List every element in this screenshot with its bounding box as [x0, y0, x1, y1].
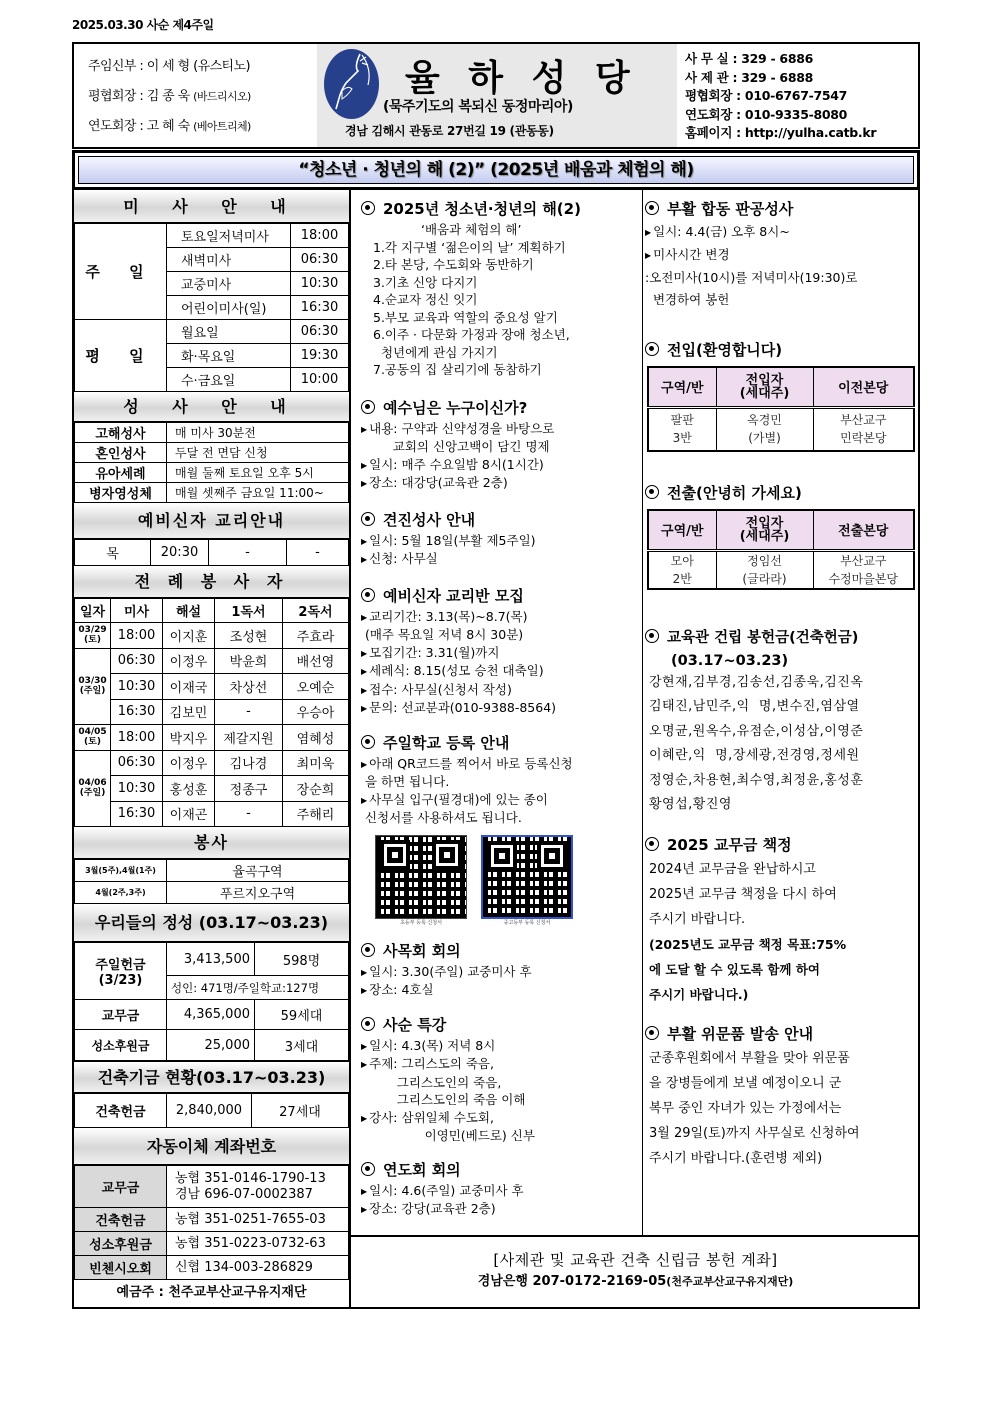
- arrow-icon: ▶: [361, 759, 368, 769]
- bullet-icon: [645, 485, 659, 499]
- arrow-icon: ▶: [361, 986, 368, 995]
- bullet-icon: [361, 201, 375, 215]
- bullet-icon: [361, 400, 375, 414]
- qr-elementary[interactable]: 초등부 등록 신청서: [375, 835, 467, 926]
- section-heading: 예비신자 교리반 모집: [361, 585, 642, 606]
- move-in-table: 구역/반 전입자 (세대주) 이전본당 팔판 3반 옥경민 (가별) 부산교구 민락본당: [647, 366, 915, 452]
- service-table: 3월(5주),4월(1주) 율곡구역 4월(2주,3주) 푸르지오구역: [74, 859, 349, 904]
- table-row: 모아 2반 정임선 (글라라) 부산교구 수정마을본당: [648, 550, 914, 589]
- building-fund-heading: 건축기금 현황(03.17~03.23): [74, 1061, 349, 1093]
- clergy-list: [74, 44, 317, 147]
- section-heading: 연도회 회의: [361, 1159, 642, 1180]
- homepage-link[interactable]: http://yulha.catb.kr: [744, 125, 877, 140]
- table-row: 16:30 이재곤 - 주해리: [75, 801, 349, 827]
- table-row: 10:30 이재국 차상선 오예순: [75, 674, 349, 700]
- section-heading: 2025년 청소년·청년의 해(2): [361, 198, 642, 219]
- table-row: 04/05 (토) 18:00 박지우 제갈지원 염혜성: [75, 725, 349, 751]
- section-heading: 견진성사 안내: [361, 509, 642, 530]
- qr-codes: [375, 835, 642, 926]
- offering-heading: 우리들의 정성 (03.17~03.23): [74, 904, 349, 942]
- arrow-icon: ▶: [361, 1041, 368, 1051]
- pastor-line: 주임신부 : 이 세 형 (유스티노): [88, 59, 250, 74]
- arrow-icon: ▶: [361, 555, 368, 564]
- arrow-icon: ▶: [361, 704, 368, 713]
- arrow-icon: ▶: [361, 424, 368, 434]
- sunday-label: 주 일: [75, 224, 167, 320]
- church-logo-icon: [324, 49, 379, 119]
- contact-yeondo: 연도회장 : 010-9335-8080: [685, 106, 848, 122]
- mass-schedule-heading: 미 사 안 내: [74, 190, 349, 223]
- donor-names: 강현재,김부경,김송선,김종욱,김진옥 김태진,남민주,익 명,변수진,염삼열 오명균,원옥수,유점순,이성삼,이영준 이혜란,익 명,장세광,전경영,정세원 정영순,차용현,최수영,최정윤,홍성훈 황영섭,황진영: [649, 674, 864, 812]
- bullet-icon: [361, 943, 375, 957]
- contact-council: 평협회장 : 010-6767-7547: [685, 88, 848, 103]
- arrow-icon: ▶: [645, 251, 652, 260]
- arrow-icon: ▶: [361, 1205, 368, 1214]
- middle-column: 2025년 청소년·청년의 해(2) ‘배움과 체험의 해’ 1.각 지구별 ‘젊은이의 날’ 계획하기 2.타 본당, 수도회와 동반하기 3.기초 신앙 다지기 4.순교자 정신 잇기 5.부모 교육과 역할의 중요성 알기 6.이주 · 다문화 가정과 장애 청소년, 청년에게 관심 가지기 7.공동의 집 살리기에 동참하기 예수님은 누구이신가? ▶ 내용: 구약과 신약성경을 바탕으로 교회의 신앙고백이 담긴 명제 ▶ 일시: 매주 수요일밤 8시(1시간) ▶ 장소: 대강당(교육관 2층) 견진성사 안내 ▶ 일시: 5월 18일(부활 제5주일) ▶ 신청: 사무실 예비신자 교리반 모집 ▶ 교리기간: 3.13(목)~8.7(목) (매주 목요일 저녁 8시 30분) ▶ 모집기간: 3.31(월)까지 ▶ 세례식: 8.15(성모 승천 대축일) ▶ 접수: 사무실(신청서 작성) ▶ 문의: 선교분과(010-9388-8564) 주일학교 등록 안내 ▶ 아래 QR코드를 찍어서 바로 등록신청 을 하면 됩니다. ▶ 사무실 입구(필경대)에 있는 종이 신청서를 사용하셔도 됩니다. 초등부 등록 신청서 중고등부 등록 신청서 사목회 회의 ▶ 일시: 3.30(주일) 교중미사 후 ▶ 장소: 4호실 사순 특강 ▶ 일시: 4.3(목) 저녁 8시 ▶ 주제: 그리스도의 죽음, 그리스도인의 죽음, 그리스도인의 죽음 이해 ▶ 강사: 삼위일체 수도회, 이영민(베드로) 신부 연도회 회의 ▶ 일시: 4.6(주일) 교중미사 후 ▶ 장소: 강당(교육관 2층): [351, 190, 643, 1235]
- table-row: 03/30 (주일) 06:30 이정우 박윤희 배선영: [75, 648, 349, 674]
- bulletin-body: [72, 190, 920, 1309]
- bullet-icon: [361, 1162, 375, 1176]
- bullet-icon: [361, 512, 375, 526]
- arrow-icon: ▶: [361, 685, 368, 695]
- bullet-icon: [361, 588, 375, 602]
- contact-list: [677, 44, 918, 147]
- sacraments-table: 고해성사 매 미사 30분전 혼인성사 두달 전 면담 신청 유아세례 매월 둘째 토요일 오후 5시 병자영성체 매월 셋째주 금요일 11:00~: [74, 422, 349, 503]
- section-heading: 주일학교 등록 안내: [361, 732, 642, 753]
- section-heading: 전입(환영합니다): [645, 339, 920, 360]
- arrow-icon: ▶: [361, 460, 368, 470]
- church-identity: [317, 44, 677, 147]
- arrow-icon: ▶: [361, 667, 368, 676]
- arrow-icon: ▶: [361, 648, 368, 658]
- church-subtitle: (묵주기도의 복되신 동정마리아): [383, 99, 573, 115]
- auto-transfer-heading: 자동이체 계좌번호: [74, 1128, 349, 1165]
- council-president-line: 평협회장 : 김 종 욱 (바드리시오): [88, 89, 251, 104]
- arrow-icon: ▶: [361, 1186, 368, 1196]
- arrow-icon: ▶: [361, 612, 368, 622]
- liturgy-servers-table: 일자 미사 해설 1독서 2독서 03/29 (토) 18:00 이지훈 조성현 주효라 03/30 (주일) 06:30 이정우 박윤희 배선영 10:30 이재국 차상선 오예순 16:30 김보민 - 우승아 04/05 (토) 18:00 박지우 제갈지원 염혜성 04/06 (주일) 06:30 이정우 김나경 최미욱 10:30 홍성훈 정종구 장순희 16:30 이재곤 - 주해리: [74, 598, 349, 827]
- section-heading: 2025 교무금 책정: [645, 834, 920, 855]
- contact-office: 사 무 실 : 329 - 6886: [685, 51, 814, 66]
- bulletin-header: [72, 42, 920, 149]
- section-heading: 사목회 회의: [361, 940, 642, 961]
- section-heading: 전출(안녕히 가세요): [645, 482, 920, 503]
- contact-rectory: 사 제 관 : 329 - 6888: [685, 69, 814, 85]
- table-row: 팔판 3반 옥경민 (가별) 부산교구 민락본당: [648, 407, 914, 451]
- table-row: 10:30 홍성훈 정종구 장순희: [75, 776, 349, 802]
- church-address: 경남 김해시 관동로 27번길 19 (관동동): [345, 124, 554, 138]
- donation-account-box: [351, 1235, 920, 1307]
- section-heading: 사순 특강: [361, 1014, 642, 1035]
- catechumen-table: 목 20:30 - -: [74, 539, 349, 566]
- move-out-table: 구역/반 전입자 (세대주) 전출본당 모아 2반 정임선 (글라라) 부산교구 수정마을본당: [647, 509, 915, 590]
- bullet-icon: [645, 342, 659, 356]
- arrow-icon: ▶: [645, 228, 652, 237]
- section-heading: 부활 합동 판공성사: [645, 198, 920, 219]
- sacraments-heading: 성 사 안 내: [74, 392, 349, 422]
- qr-code-icon: [481, 835, 573, 919]
- section-heading: 부활 위문품 발송 안내: [645, 1023, 920, 1044]
- bullet-icon: [645, 629, 659, 643]
- section-heading: 교육관 건립 봉헌금(건축헌금): [645, 626, 920, 647]
- church-name: 율 하 성 당: [405, 57, 638, 99]
- arrow-icon: ▶: [361, 967, 368, 977]
- bullet-icon: [645, 1026, 659, 1040]
- table-row: 03/29 (토) 18:00 이지훈 조성현 주효라: [75, 623, 349, 649]
- right-column: 부활 합동 판공성사 ▶ 일시: 4.4(금) 오후 8시~ ▶ 미사시간 변경 :오전미사(10시)를 저녁미사(19:30)로 변경하여 봉헌 전입(환영합니다) 구역/반 전입자 (세대주) 이전본당 팔판 3반 옥경민 (가별) 부산교구 민락본당 전출(안녕히 가세요) 구역/반 전입자 (세대주) 전출본당 모아 2반 정임선 (글라라) 부산교구 수정마을본당 교육관 건립 봉헌금(건축헌금) (03.17~03.23) 강현재,김부경,김송선,김종욱,김진옥 김태진,남민주,익 명,변수진,염삼열 오명균,원옥수,유점순,이성삼,이영준 이혜란,익 명,장세광,전경영,정세원 정영순,차용현,최수영,최정윤,홍성훈 황영섭,황진영 2025 교무금 책정 2024년 교무금을 완납하시고 2025년 교무금 책정을 다시 하여 주시기 바랍니다. (2025년도 교무금 책정 목표:75% 에 도달 할 수 있도록 함께 하여 주시기 바랍니다.) 부활 위문품 발송 안내 군종후원회에서 부활을 맞아 위문품 을 장병들에게 보낼 예정이오니 군 복무 중인 자녀가 있는 가정에서는 3월 29일(토)까지 사무실로 신청하여 주시기 바랍니다.(훈련병 제외): [643, 190, 920, 1235]
- qr-code-icon: [375, 835, 467, 919]
- accounts-table: 교무금 농협 351-0146-1790-13 경남 696-07-0002387 건축헌금 농협 351-0251-7655-03 성소후원금 농협 351-0223-0732-63 빈첸시오회 신협 134-003-286829: [74, 1165, 349, 1280]
- arrow-icon: ▶: [361, 479, 368, 488]
- qr-secondary[interactable]: 중고등부 등록 신청서: [481, 835, 573, 926]
- arrow-icon: ▶: [361, 1113, 368, 1123]
- building-fund-table: 건축헌금 2,840,000 27세대: [74, 1093, 349, 1128]
- weekday-label: 평 일: [75, 320, 167, 392]
- issue-date: 2025.03.30 사순 제4주일: [72, 18, 214, 32]
- theme-banner: [72, 150, 920, 190]
- mass-schedule-table: 주 일 토요일저녁미사 18:00 새벽미사 06:30 교중미사 10:30 어린이미사(일) 16:30 평 일 월요일 06:30 화·목요일 19:30 수·금요일 10:00: [74, 223, 349, 392]
- donation-account-number: 경남은행 207-0172-2169-05(천주교부산교구유지재단): [477, 1274, 794, 1289]
- bullet-icon: [645, 837, 659, 851]
- service-heading: 봉사: [74, 827, 349, 859]
- left-column: [74, 190, 351, 1307]
- bullet-icon: [361, 735, 375, 749]
- bullet-icon: [361, 1017, 375, 1031]
- donation-account-title: [사제관 및 교육관 건축 신립금 봉헌 계좌]: [493, 1251, 778, 1269]
- table-row: 04/06 (주일) 06:30 이정우 김나경 최미욱: [75, 750, 349, 776]
- arrow-icon: ▶: [361, 1060, 368, 1069]
- arrow-icon: ▶: [361, 536, 368, 546]
- table-row: 16:30 김보민 - 우승아: [75, 699, 349, 725]
- donation-period: (03.17~03.23): [671, 652, 789, 669]
- account-owner: 예금주 : 천주교부산교구유지재단: [116, 1285, 307, 1300]
- theme-title: “청소년 · 청년의 해 (2)” (2025년 배움과 체험의 해): [78, 156, 914, 184]
- offering-table: 주일헌금 (3/23) 3,413,500 598명 성인: 471명/주일학교:127명 교무금 4,365,000 59세대 성소후원금 25,000 3세대: [74, 942, 349, 1061]
- arrow-icon: ▶: [361, 795, 368, 805]
- bullet-icon: [645, 201, 659, 215]
- yeondo-president-line: 연도회장 : 고 혜 숙 (베아트리체): [88, 119, 251, 134]
- contact-homepage: 홈페이지 : http://yulha.catb.kr: [685, 125, 877, 140]
- section-heading: 예수님은 누구이신가?: [361, 397, 642, 418]
- catechumen-heading: 예비신자 교리안내: [74, 503, 349, 539]
- liturgy-heading: 전 례 봉 사 자: [74, 566, 349, 598]
